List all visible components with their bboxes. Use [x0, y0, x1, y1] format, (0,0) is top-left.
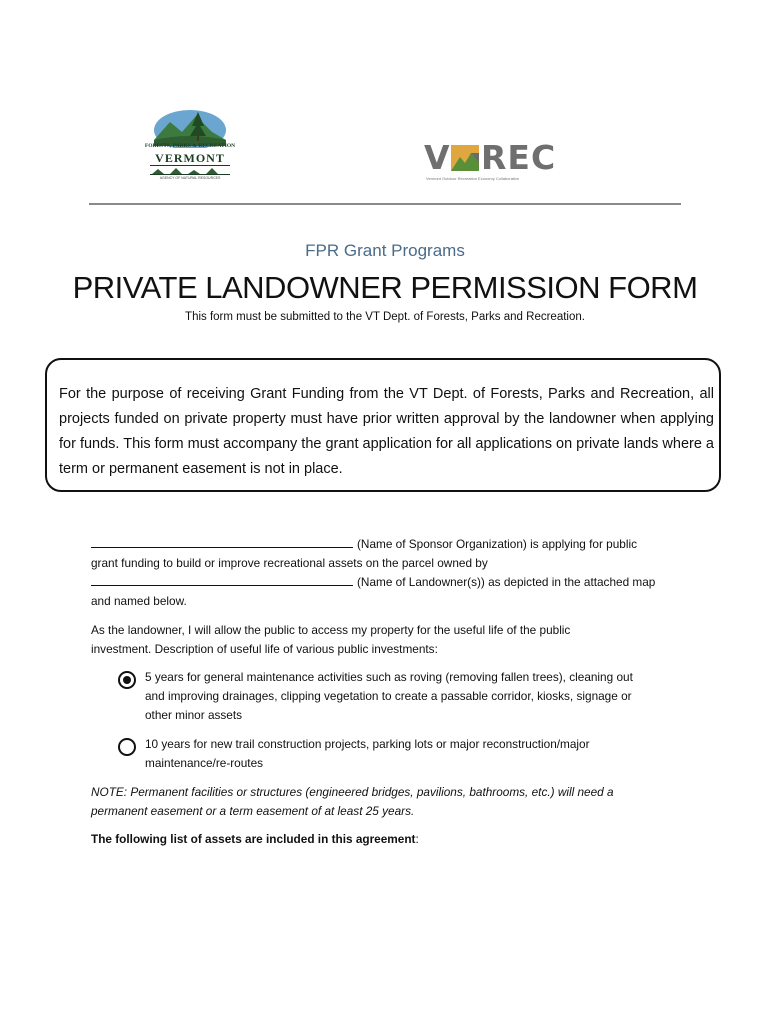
submission-note: This form must be submitted to the VT Dept. of Forests, Parks and Recreation.: [185, 311, 585, 323]
fpr-logo-skyline: [150, 165, 230, 175]
fpr-logo-line2: VERMONT: [155, 151, 225, 165]
option-10-years-line2: maintenance/re-routes: [145, 756, 264, 770]
fpr-vermont-logo: [140, 106, 240, 186]
sponsor-line: [91, 535, 691, 554]
radio-selected-dot: [123, 676, 131, 684]
note-line-1: NOTE: Permanent facilities or structures (engineered bridges, pavilions, bathrooms, etc.) will need a: [91, 785, 614, 799]
landowner-label: (Name of Landowner(s)) as depicted in the attached map: [357, 575, 656, 589]
sponsor-label: (Name of Sponsor Organization) is applying for public: [357, 537, 637, 551]
statement-line-2: investment. Description of useful life of various public investments:: [91, 642, 438, 656]
landowner-continuation: and named below.: [91, 594, 187, 608]
header-divider: [89, 203, 681, 205]
radio-5-years[interactable]: [118, 671, 136, 689]
form-subtitle: FPR Grant Programs: [305, 241, 465, 260]
landowner-name-field[interactable]: [91, 575, 353, 586]
sponsor-name-field[interactable]: [91, 537, 353, 548]
statement-line-1: As the landowner, I will allow the public to access my property for the useful life of the public: [91, 623, 571, 637]
fpr-logo-emblem: [140, 106, 240, 148]
purpose-statement-text: For the purpose of receiving Grant Funding from the VT Dept. of Forests, Parks and Recreation, all projects funded on private property must have prior written approval by the landowner when applying for funds. This form must accompany the grant application for all applications on private lands where a term or permanent easement is not in place.: [59, 386, 714, 477]
fpr-logo-line1: FORESTS, PARKS & RECREATION: [144, 143, 236, 149]
assets-colon: :: [415, 832, 419, 846]
option-5-years-line3: other minor assets: [145, 708, 243, 722]
landowner-line: [91, 573, 691, 592]
sponsor-continuation: grant funding to build or improve recreational assets on the parcel owned by: [91, 556, 488, 570]
purpose-statement-box: [45, 358, 721, 492]
option-5-years-line1: 5 years for general maintenance activities such as roving (removing fallen trees), cleaning out: [145, 670, 633, 684]
note-line-2: permanent easement or a term easement of at least 25 years.: [91, 804, 415, 818]
vrec-logo: V REC Vermont Outdoor Recreation Economy Collaborative: [420, 138, 572, 186]
vrec-logo-tagline: Vermont Outdoor Recreation Economy Collaborative: [426, 176, 520, 181]
assets-heading: [91, 830, 691, 849]
radio-10-years[interactable]: [118, 738, 136, 756]
assets-label: The following list of assets are included in this agreement: [91, 832, 416, 846]
option-5-years-line2: and improving drainages, clipping vegetation to create a passable corridor, kiosks, signage or: [145, 689, 632, 703]
vrec-mountain-icon: [451, 145, 479, 171]
fpr-logo-line3: AGENCY OF NATURAL RESOURCES: [159, 176, 221, 180]
option-10-years-line1: 10 years for new trail construction projects, parking lots or major reconstruction/major: [145, 737, 590, 751]
page-title: PRIVATE LANDOWNER PERMISSION FORM: [72, 270, 698, 305]
